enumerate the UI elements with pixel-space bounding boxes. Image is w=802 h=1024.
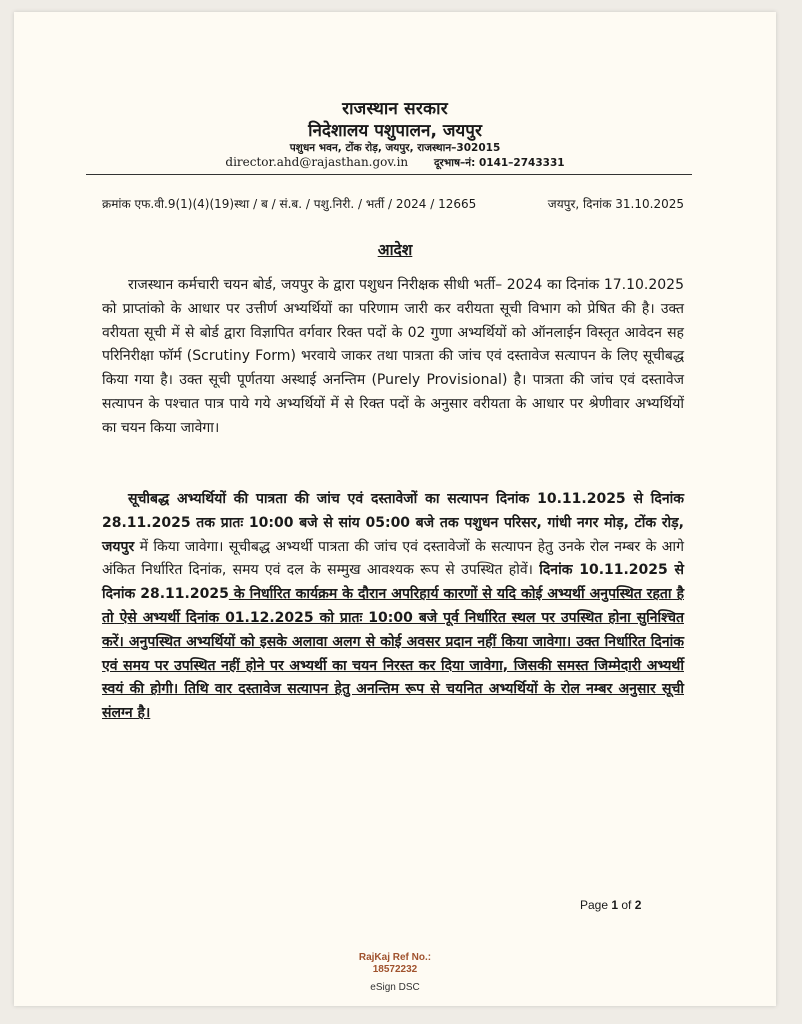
- phone-number: दूरभाष–नं: 0141–2743331: [433, 157, 565, 169]
- paragraph-2-plain: में किया जावेगा। सूचीबद्ध अभ्यर्थी पात्रता की जांच एवं दस्तावेजों के सत्यापन हेतु उनके रोल नम्बर के आगे अंकित निर्धारित दिनांक, समय एवं दल के सम्मुख आवश्यक रूप से उपस्थित होवें।: [102, 538, 684, 579]
- paragraph-2-underlined: के निर्धारित कार्यक्रम के दौरान अपरिहार्य कारणों से यदि कोई अभ्यर्थी अनुपस्थित रहता है तो ऐसे अभ्यर्थी दिनांक 01.12.2025 को प्रातः 10:00 बजे पूर्व निर्धारित स्थल पर उपस्थित होना सुनिश्चित करें। अनुपस्थित अभ्यर्थियों को इसके अलावा अलग से कोई अवसर प्रदान नहीं किया जावेगा। उक्त निर्धारित दिनांक एवं समय पर उपस्थित नहीं होने पर अभ्यर्थी का चयन निरस्त कर दिया जावेगा, जिसकी समस्त जिम्मेदारी अभ्यर्थी स्वयं की होगी। तिथि वार दस्तावेज सत्यापन हेतु अनन्तिम रूप से चयनित अभ्यर्थियों के रोल नम्बर अनुसार सूची संलग्न है।: [102, 586, 684, 722]
- page-number: Page 1 of 2: [580, 898, 642, 912]
- department-name: निदेशालय पशुपालन, जयपुर: [308, 121, 482, 141]
- rajkaj-number: 18572232: [372, 964, 418, 975]
- header-divider: [86, 174, 692, 175]
- order-title: आदेश: [377, 241, 413, 259]
- rajkaj-reference: [14, 952, 776, 976]
- reference-line: [102, 195, 684, 212]
- paragraph-2-bold-intro: सूचीबद्ध अभ्यर्थियों की पात्रता की जांच एवं दस्तावेजों का सत्यापन दिनांक 10.11.2025 से दिनांक 28.11.2025 तक प्रातः 10:00 बजे से सांय 05:00 बजे तक पशुधन परिसर, गांधी नगर मोड़, टोंक रोड़, जयपुर: [102, 491, 684, 555]
- email-link[interactable]: director.ahd@rajasthan.gov.in: [225, 155, 409, 169]
- department-address: पशुधन भवन, टोंक रोड़, जयपुर, राजस्थान–302015: [289, 142, 501, 154]
- paragraph-2: [102, 488, 684, 726]
- document-page: [14, 12, 776, 1006]
- rajkaj-label: RajKaj Ref No.:: [358, 952, 432, 963]
- contact-line: [14, 155, 776, 170]
- paragraph-1: राजस्थान कर्मचारी चयन बोर्ड, जयपुर के द्वारा पशुधन निरीक्षक सीधी भर्ती– 2024 का दिनांक 17.10.2025 को प्राप्तांको के आधार पर उत्तीर्ण अभ्यर्थियों का परिणाम जारी कर वरीयता सूची विभाग को प्रेषित की है। उक्त वरीयता सूची में से बोर्ड द्वारा विज्ञापित वर्गवार रिक्त पदों के 02 गुणा अभ्यर्थियों को ऑनलाईन विस्तृत आवेदन सह परिनिरीक्षा फॉर्म (Scrutiny Form) भरवाये जाकर तथा पात्रता की जांच एवं दस्तावेज सत्यापन के लिए सूचीबद्ध किया गया है। उक्त सूची पूर्णतया अस्थाई अनन्तिम (Purely Provisional) है। पात्रता की जांच एवं दस्तावेज सत्यापन के पश्चात पात्र पाये गये अभ्यर्थियों में से रिक्त पदों के अनुसार वरीयता के आधार पर श्रेणीवार अभ्यर्थियों का चयन किया जावेगा।: [102, 277, 684, 436]
- esign-label: eSign DSC: [370, 982, 420, 993]
- paragraph-2-bold-dates: दिनांक 10.11.2025 से दिनांक 28.11.2025: [102, 562, 684, 603]
- government-name: राजस्थान सरकार: [342, 99, 448, 119]
- place-date: जयपुर, दिनांक 31.10.2025: [547, 197, 684, 211]
- reference-number: क्रमांक एफ.वी.9(1)(4)(19)स्था / ब / सं.ब. / पशु.निरी. / भर्ती / 2024 / 12665: [102, 197, 477, 211]
